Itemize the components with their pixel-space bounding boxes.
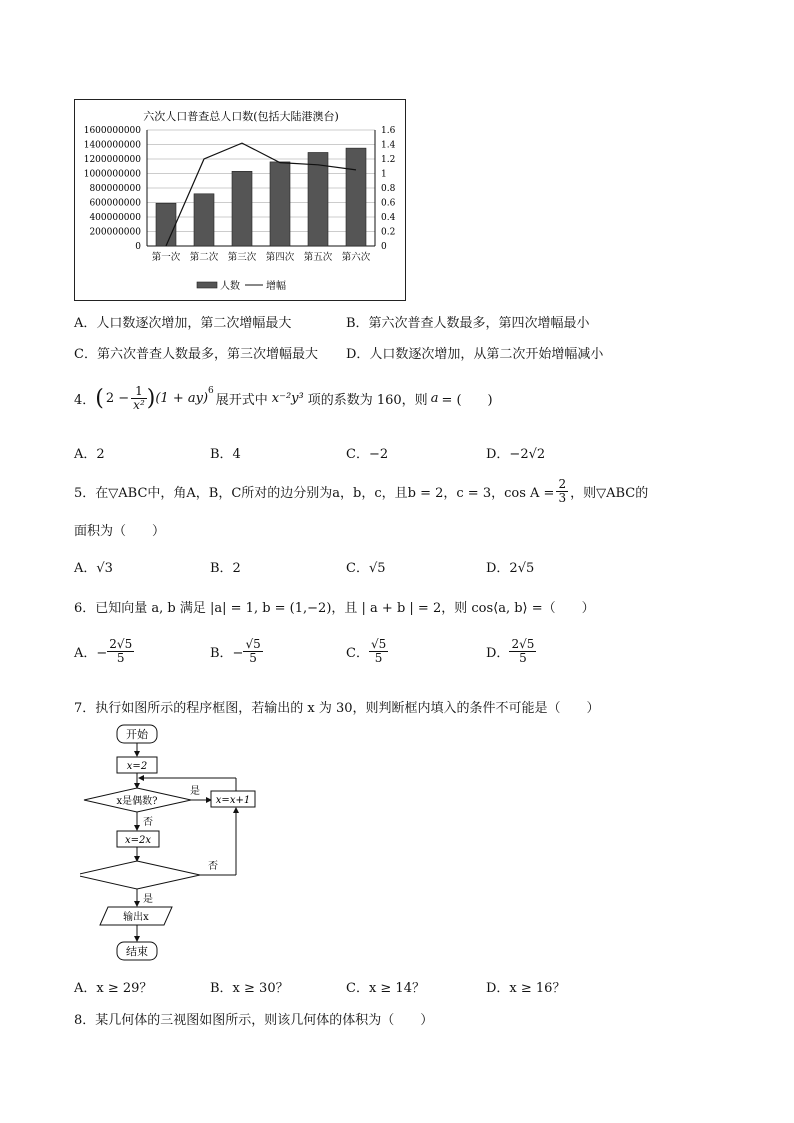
left-tick-label: 1200000000 [83,155,141,165]
left-tick-label: 1400000000 [83,140,141,151]
population-bar [156,203,176,246]
q5-option-b: B．2 [210,561,241,576]
legend-bar-label: 人数 [220,281,240,292]
right-tick-label: 0.4 [381,213,396,223]
q4-option-b: B．4 [210,447,241,462]
q4-expr-a: 2 − [105,390,130,406]
population-bar [308,152,328,246]
q4-fraction [131,385,147,412]
q5-frac-den: 3 [558,490,567,505]
q6-stem: 6．已知向量 a, b 满足 |a| = 1, b = (1,−2)，且 | a + b | = 2，则 cos⟨a, b⟩ =（ ） [74,601,595,616]
right-tick-label: 0.6 [381,198,396,209]
q4-frac-num: 1 [131,385,147,399]
q6-option-a [74,638,134,665]
flow-output-text: 输出x [123,912,149,923]
q5-frac-num: 2 [558,476,567,491]
q5-text-end: ，则▽ABC的 [570,485,649,501]
category-label: 第五次 [303,252,333,263]
q6-d-den: 5 [519,651,527,665]
q6-b-frac [243,638,262,665]
flow-end-text: 结束 [126,945,148,958]
right-tick-label: 1.6 [381,126,396,136]
legend-bar-swatch [197,282,217,288]
q4-option-a: A．2 [74,447,105,462]
q6-b-den: 5 [249,651,257,665]
flowchart-svg [80,722,260,967]
q5-option-a: A．√3 [74,561,113,576]
q4-stem: 4． ( 2 − $\frac{1}{\text{x²}}$ ) (1 + ay) $^6$ 展开式中 x⁻²y³ 项的系数为 160，则 a = ( ) [74,383,493,412]
q3-option-b: B．第六次普查人数最多，第四次增幅最小 [346,316,590,331]
q3-option-c: C．第六次普查人数最多，第三次增幅最大 [74,347,318,362]
q6-c-label: C． [346,646,369,661]
flow-yes2-text: 是 [143,894,153,905]
left-tick-label: 400000000 [89,213,141,223]
q3-option-d: D．人口数逐次增加，从第二次开始增幅减小 [346,347,604,362]
q6-c-frac [369,638,388,665]
flow-init-text: x=2 [126,761,148,772]
q3-option-a: A．人口数逐次增加，第二次增幅最大 [74,316,292,331]
flow-start-text: 开始 [126,728,148,741]
q6-d-num: 2√5 [511,637,535,651]
population-chart [74,99,406,301]
q7-option-b: B．x ≥ 30？ [210,981,289,996]
flow-no2-text: 否 [208,861,218,872]
category-label: 第一次 [151,252,181,263]
q4-var: a [430,390,439,406]
q6-b-label: B．− [210,646,244,661]
flow-assign-text: x=2x [124,835,152,846]
flow-cond1-text: x是偶数? [116,796,158,807]
q8-stem: 8．某几何体的三视图如图所示，则该几何体的体积为（ ） [74,1013,434,1028]
flow-no1-text: 否 [143,817,153,828]
q5-option-d: D．2√5 [486,561,535,576]
q6-option-d [486,638,536,665]
q4-exp: 6 [208,386,214,396]
population-bar [270,162,290,246]
q6-option-c [346,638,388,665]
q4-number: 4． [74,392,96,408]
q5-stem-line2: 面积为（ ） [74,524,166,539]
flow-inc-text: x=x+1 [215,795,251,806]
left-tick-label: 1600000000 [83,126,141,136]
left-tick-label: 200000000 [89,227,141,238]
category-label: 第六次 [341,252,371,263]
right-tick-label: 1.4 [381,140,396,151]
q4-option-c: C．−2 [346,447,389,462]
population-bar [232,171,252,246]
q4-text3: = ( ) [441,392,493,408]
left-tick-label: 1000000000 [83,169,141,180]
left-tick-label: 800000000 [89,184,141,194]
category-label: 第四次 [265,252,295,263]
chart-title: 六次人口普查总人口数(包括大陆港澳台) [143,110,339,123]
q6-d-frac [509,638,536,665]
q4-term: x⁻²y³ [271,390,304,406]
legend-line-label: 增幅 [266,281,286,292]
q7-stem: 7．执行如图所示的程序框图，若输出的 x 为 30，则判断框内填入的条件不可能是（ ） [74,701,600,716]
q6-a-den: 5 [116,651,125,665]
q4-text2: 项的系数为 160，则 [307,392,428,408]
q7-option-d: D．x ≥ 16？ [486,981,566,996]
right-tick-label: 1 [381,169,387,180]
chart-svg [75,100,405,300]
right-tick-label: 0.2 [381,227,396,238]
q6-c-num: √5 [370,637,387,651]
q4-expr-b: (1 + ay) [155,390,209,406]
q6-option-b [210,638,263,665]
q5-option-c: C．√5 [346,561,386,576]
q4-option-d: D．−2√2 [486,447,546,462]
population-bar [194,194,214,246]
q6-c-den: 5 [374,651,383,665]
q5-stem-line1 [74,475,648,507]
q4-frac-den: x² [133,397,145,412]
q5-fraction [556,478,568,505]
right-tick-label: 0.8 [381,184,396,194]
category-label: 第二次 [189,252,219,263]
q5-text: 5．在▽ABC中，角A，B，C所对的边分别为a，b，c，且b = 2，c = 3，cos A = [74,485,555,501]
category-label: 第三次 [227,252,257,263]
right-tick-label: 0 [381,242,387,252]
population-bar [346,148,366,246]
q6-a-num: 2√5 [109,637,133,651]
q6-a-frac [107,638,134,665]
flow-cond2-diamond [80,861,200,889]
q6-d-label: D． [486,646,510,661]
left-tick-label: 0 [135,242,141,252]
left-tick-label: 600000000 [89,198,141,209]
flowchart [80,722,260,967]
q7-option-c: C．x ≥ 14？ [346,981,425,996]
q6-a-label: A．− [74,646,108,661]
q4-text1: 展开式中 [215,392,268,408]
q6-b-num: √5 [245,637,261,651]
right-tick-label: 1.2 [381,155,396,165]
q7-option-a: A．x ≥ 29？ [74,981,153,996]
flow-yes1-text: 是 [190,786,200,797]
